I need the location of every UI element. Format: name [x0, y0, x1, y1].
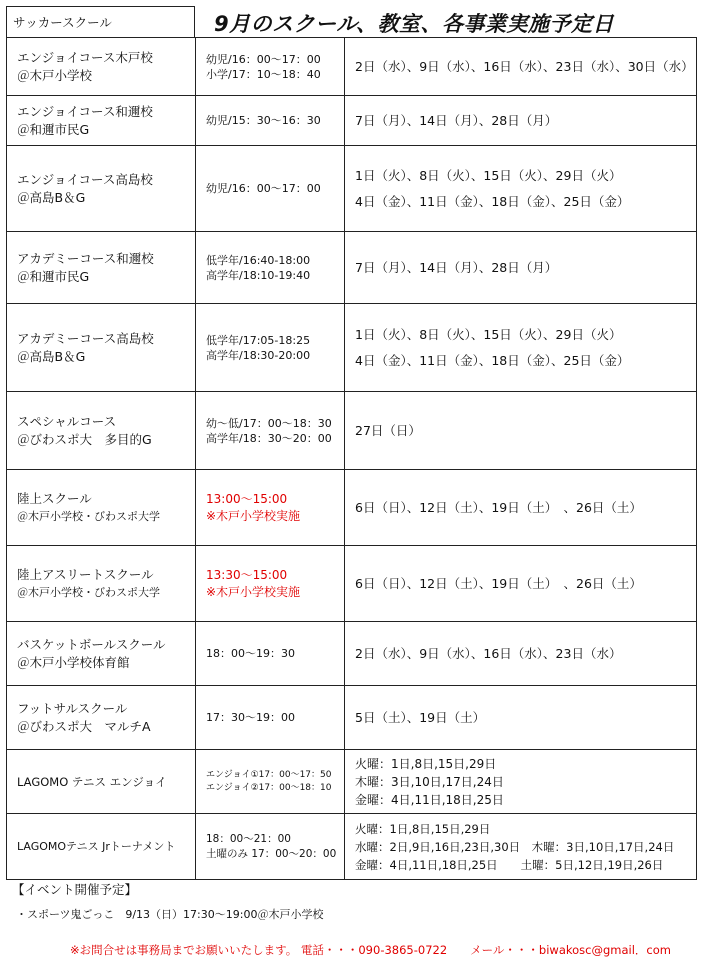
- time-slot: エンジョイ①17：00～17：50: [206, 769, 332, 780]
- course-name: LAGOMOテニス Jrトーナメント: [17, 839, 176, 853]
- date-line: 金曜：4日,11日,18日,25日: [355, 792, 504, 807]
- table-row: [7, 96, 697, 146]
- time-cell: [196, 686, 345, 750]
- dates-cell: [345, 622, 697, 686]
- table-row: [7, 814, 697, 880]
- category-label: サッカースクール: [6, 6, 195, 38]
- time-cell: [196, 232, 345, 304]
- course-venue: ＠木戸小学校体育館: [17, 654, 130, 670]
- dates-cell: [345, 814, 697, 880]
- course-venue: ＠和邇市民G: [17, 121, 90, 137]
- table-row: [7, 750, 697, 814]
- date-line: 4日（金）、11日（金）、18日（金）、25日（金）: [355, 352, 630, 368]
- date-line: 1日（火）、8日（火）、15日（火）、29日（火）: [355, 167, 622, 183]
- course-name-cell: [7, 546, 196, 622]
- course-name-cell: [7, 96, 196, 146]
- dates-cell: [345, 96, 697, 146]
- course-name: 陸上アスリートスクール: [17, 566, 154, 582]
- time-slot: 幼児/16：00～17：00: [206, 52, 321, 66]
- time-cell: [196, 622, 345, 686]
- dates-cell: [345, 232, 697, 304]
- date-line: 金曜：4日,11日,18日,25日 土曜：5日,12日,19日,26日: [355, 857, 664, 872]
- table-row: [7, 622, 697, 686]
- time-slot: 低学年/16:40-18:00: [206, 253, 311, 267]
- table-row: [7, 546, 697, 622]
- course-name: 陸上スクール: [17, 490, 92, 506]
- course-name-cell: [7, 38, 196, 96]
- dates-cell: [345, 304, 697, 392]
- course-venue: ＠和邇市民G: [17, 268, 90, 284]
- time-slot: エンジョイ②17：00～18：10: [206, 782, 332, 793]
- dates-cell: [345, 470, 697, 546]
- course-venue: ＠高島B＆G: [17, 348, 86, 364]
- time-slot: 幼～低/17：00～18：30: [206, 416, 332, 430]
- time-slot: 17：30～19：00: [206, 711, 295, 724]
- date-line: 2日（水）、9日（水）、16日（水）、23日（水）、30日（水）: [355, 58, 694, 74]
- time-slot: 13:30～15:00: [206, 567, 288, 582]
- date-line: 火曜：1日,8日,15日,29日: [355, 821, 491, 836]
- dates-cell: [345, 750, 697, 814]
- date-line: 6日（日）、12日（土）、19日（土） 、26日（土）: [355, 575, 642, 591]
- dates-cell: [345, 546, 697, 622]
- dates-cell: [345, 686, 697, 750]
- course-name-cell: [7, 232, 196, 304]
- time-slot: 高学年/18:10-19:40: [206, 268, 311, 282]
- course-venue: ＠木戸小学校・びわスポ大学: [17, 585, 160, 599]
- date-line: 7日（月）、14日（月）、28日（月）: [355, 259, 558, 275]
- time-cell: [196, 304, 345, 392]
- dates-cell: [345, 146, 697, 232]
- course-name-cell: [7, 750, 196, 814]
- contact-note: ※お問合せは事務局までお願いいたします。 電話・・・090-3865-0722 メール・・・biwakosc@gmail．com: [70, 943, 671, 957]
- date-line: 火曜：1日,8日,15日,29日: [355, 756, 497, 771]
- table-row: [7, 470, 697, 546]
- page-title: 9月のスクール、教室、各事業実施予定日: [214, 12, 615, 36]
- table-row: [7, 146, 697, 232]
- course-venue: ＠木戸小学校: [17, 67, 93, 83]
- date-line: 水曜：2日,9日,16日,23日,30日 木曜：3日,10日,17日,24日: [355, 839, 675, 854]
- course-name: LAGOMO テニス エンジョイ: [17, 774, 167, 789]
- date-line: 1日（火）、8日（火）、15日（火）、29日（火）: [355, 326, 622, 342]
- course-name: アカデミーコース高島校: [17, 330, 154, 346]
- course-name-cell: [7, 146, 196, 232]
- course-venue: ＠びわスポ大 マルチA: [17, 718, 151, 734]
- table-row: [7, 686, 697, 750]
- date-line: 木曜：3日,10日,17日,24日: [355, 774, 504, 789]
- course-name-cell: [7, 622, 196, 686]
- time-slot: 18：00～19：30: [206, 647, 295, 660]
- event-heading: 【イベント開催予定】: [12, 882, 138, 897]
- course-venue: ＠びわスポ大 多目的G: [17, 431, 152, 447]
- course-name: エンジョイコース和邇校: [17, 103, 153, 119]
- time-slot: 18：00～21：00: [206, 832, 291, 845]
- course-name: フットサルスクール: [17, 700, 128, 716]
- time-slot: 高学年/18:30-20:00: [206, 348, 311, 362]
- time-cell: [196, 38, 345, 96]
- date-line: 6日（日）、12日（土）、19日（土） 、26日（土）: [355, 499, 642, 515]
- course-venue: ＠高島B＆G: [17, 189, 86, 205]
- table-row: [7, 232, 697, 304]
- time-slot: 小学/17：10～18：40: [206, 67, 321, 81]
- time-cell: [196, 546, 345, 622]
- course-name-cell: [7, 392, 196, 470]
- table-row: [7, 392, 697, 470]
- time-slot: 土曜のみ 17：00～20：00: [206, 847, 337, 860]
- time-slot: 幼児/16：00～17：00: [206, 182, 321, 195]
- schedule-table: [6, 37, 697, 880]
- venue-note: ※木戸小学校実施: [206, 584, 301, 599]
- course-name-cell: [7, 304, 196, 392]
- course-name-cell: [7, 470, 196, 546]
- event-item: ・スポーツ鬼ごっこ 9/13（日）17:30～19:00＠木戸小学校: [16, 908, 324, 921]
- course-venue: ＠木戸小学校・びわスポ大学: [17, 509, 160, 523]
- course-name: エンジョイコース高島校: [17, 171, 153, 187]
- course-name-cell: [7, 814, 196, 880]
- dates-cell: [345, 392, 697, 470]
- date-line: 4日（金）、11日（金）、18日（金）、25日（金）: [355, 193, 630, 209]
- time-cell: [196, 750, 345, 814]
- date-line: 2日（水）、9日（水）、16日（水）、23日（水）: [355, 645, 622, 661]
- time-slot: 13:00～15:00: [206, 491, 288, 506]
- course-name-cell: [7, 686, 196, 750]
- date-line: 5日（土）、19日（土）: [355, 709, 486, 725]
- venue-note: ※木戸小学校実施: [206, 508, 301, 523]
- time-cell: [196, 392, 345, 470]
- date-line: 27日（日）: [355, 422, 421, 438]
- time-cell: [196, 470, 345, 546]
- course-name: アカデミーコース和邇校: [17, 250, 154, 266]
- table-row: [7, 38, 697, 96]
- time-cell: [196, 814, 345, 880]
- course-name: スペシャルコース: [17, 413, 117, 429]
- dates-cell: [345, 38, 697, 96]
- time-cell: [196, 96, 345, 146]
- date-line: 7日（月）、14日（月）、28日（月）: [355, 112, 558, 128]
- time-slot: 幼児/15：30～16：30: [206, 114, 321, 127]
- time-cell: [196, 146, 345, 232]
- table-row: [7, 304, 697, 392]
- course-name: エンジョイコース木戸校: [17, 49, 153, 65]
- time-slot: 低学年/17:05-18:25: [206, 333, 311, 347]
- time-slot: 高学年/18：30～20：00: [206, 431, 332, 445]
- course-name: バスケットボールスクール: [17, 636, 166, 652]
